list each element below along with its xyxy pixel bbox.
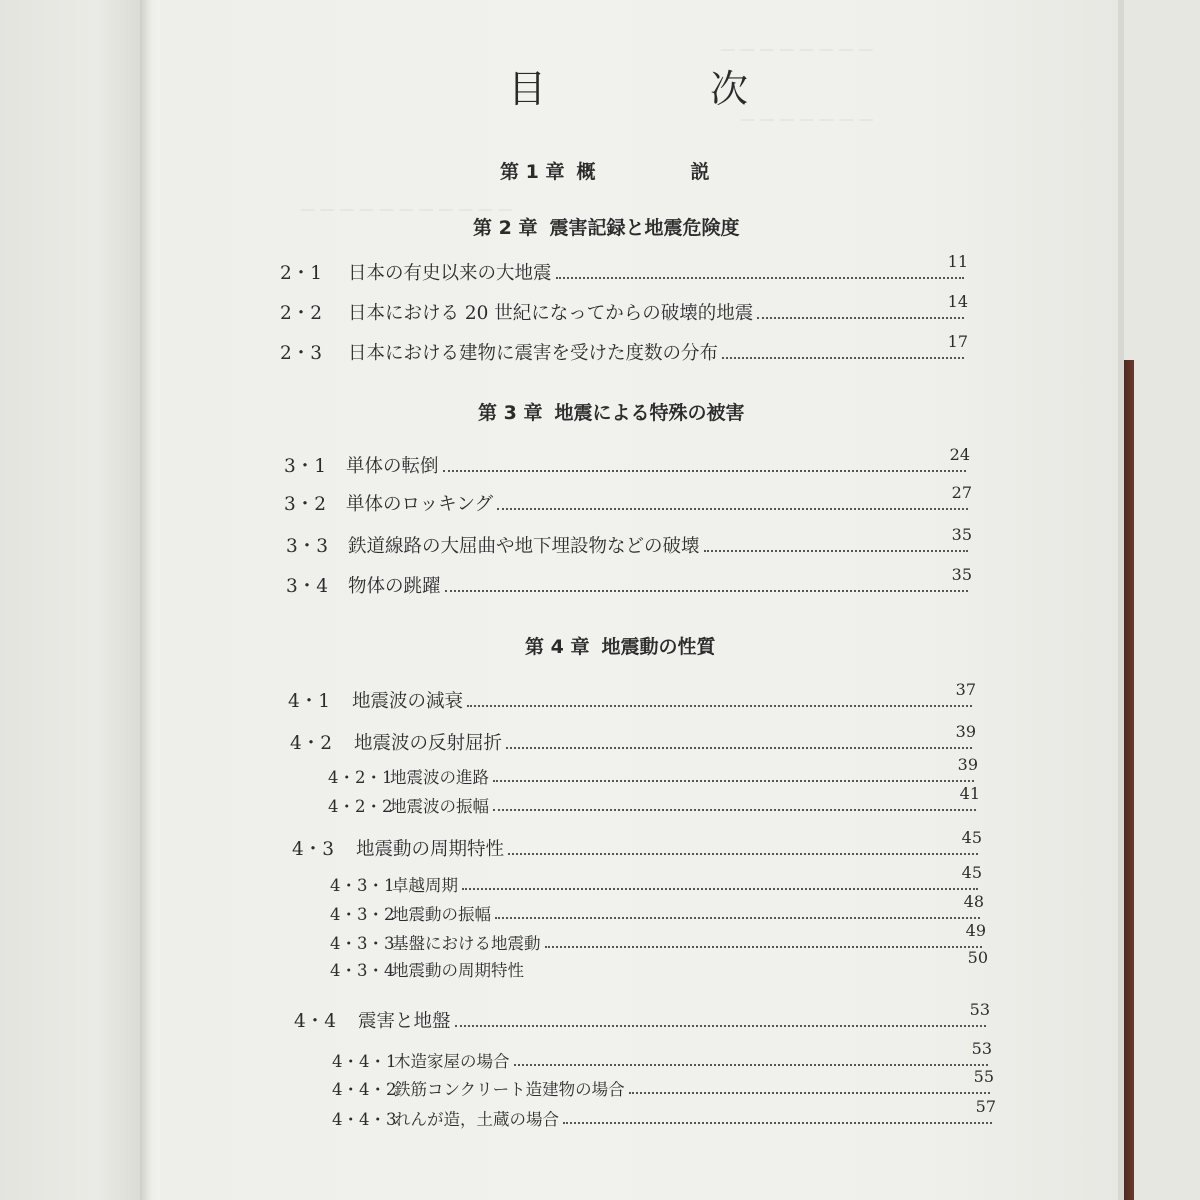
toc-entry[interactable] — [286, 565, 972, 598]
entry-page: 39 — [957, 755, 978, 774]
entry-title: 地震波の反射屈折 — [354, 733, 503, 754]
entry-number: 3・1 — [284, 456, 327, 477]
toc-subentry[interactable] — [330, 921, 986, 954]
chapter-heading-1: 第 1 章 概 説 — [500, 161, 710, 183]
book-spine — [140, 0, 162, 1200]
entry-number: 2・1 — [280, 263, 323, 284]
entry-title: 卓越周期 — [392, 876, 458, 895]
entry-number: 4・4・1 — [332, 1052, 397, 1071]
entry-title: 単体の転倒 — [346, 456, 439, 477]
toc-entry[interactable] — [294, 1000, 990, 1033]
entry-number: 4・3・4 — [330, 961, 395, 980]
entry-title: 地震波の振幅 — [390, 797, 489, 816]
show-through: — — — — — — — — — — — — [300, 200, 513, 218]
toc-entry[interactable] — [292, 828, 982, 861]
entry-number: 2・3 — [280, 343, 323, 364]
dot-leader — [495, 917, 980, 919]
entry-page: 37 — [955, 680, 976, 699]
toc-entry[interactable] — [286, 525, 972, 558]
entry-number: 4・2・2 — [328, 797, 393, 816]
dot-leader — [528, 973, 984, 975]
dot-leader — [514, 1064, 989, 1066]
entry-number: 4・2・1 — [328, 768, 393, 787]
entry-title: 地震動の振幅 — [392, 905, 491, 924]
entry-number: 4・3・3 — [330, 934, 395, 953]
dot-leader — [757, 317, 964, 319]
entry-number: 3・3 — [286, 536, 329, 557]
dot-leader — [493, 809, 976, 811]
entry-page: 55 — [973, 1067, 994, 1086]
entry-page: 50 — [967, 948, 988, 967]
toc-entry[interactable] — [288, 680, 976, 713]
toc-entry[interactable] — [280, 292, 968, 325]
entry-page: 17 — [947, 332, 968, 351]
entry-title: 地震波の減衰 — [352, 691, 464, 712]
dot-leader — [508, 853, 978, 855]
dot-leader — [497, 508, 968, 510]
entry-page: 53 — [971, 1039, 992, 1058]
toc-title-char: 次 — [709, 67, 748, 111]
toc-entry[interactable] — [284, 483, 972, 516]
entry-title: 地震動の周期特性 — [392, 961, 524, 980]
toc-subentry[interactable] — [332, 1097, 996, 1130]
entry-title: 日本における建物に震害を受けた度数の分布 — [348, 343, 719, 364]
entry-title: 単体のロッキング — [346, 494, 494, 515]
toc-subentry[interactable] — [328, 755, 978, 788]
entry-page: 45 — [961, 828, 982, 847]
entry-page: 39 — [955, 722, 976, 741]
dot-leader — [629, 1092, 990, 1094]
entry-title: れんが造，土蔵の場合 — [394, 1110, 559, 1129]
entry-number: 3・4 — [286, 576, 329, 597]
entry-number: 4・3 — [292, 839, 335, 860]
toc-subentry[interactable] — [332, 1067, 994, 1100]
dot-leader — [455, 1025, 986, 1027]
entry-page: 57 — [975, 1097, 996, 1116]
toc-subentry[interactable] — [330, 948, 988, 981]
entry-title: 震害と地盤 — [358, 1011, 451, 1032]
entry-page: 49 — [965, 921, 986, 940]
entry-title: 地震波の進路 — [390, 768, 489, 787]
dot-leader — [704, 550, 968, 552]
entry-number: 4・4・2 — [332, 1080, 397, 1099]
dot-leader — [722, 357, 964, 359]
entry-page: 35 — [951, 525, 972, 544]
entry-number: 4・3・1 — [330, 876, 395, 895]
entry-number: 2・2 — [280, 303, 323, 324]
entry-page: 48 — [963, 892, 984, 911]
dot-leader — [443, 470, 966, 472]
entry-number: 3・2 — [284, 494, 327, 515]
dot-leader — [545, 946, 983, 948]
dot-leader — [506, 747, 972, 749]
entry-title: 鉄筋コンクリート造建物の場合 — [394, 1080, 625, 1099]
toc-title-char: 目 — [508, 67, 547, 111]
book-cover-edge — [1118, 0, 1200, 1200]
entry-number: 4・1 — [288, 691, 331, 712]
entry-page: 14 — [947, 292, 968, 311]
entry-page: 53 — [969, 1000, 990, 1019]
left-page — [0, 0, 160, 1200]
entry-title: 日本における 20 世紀になってからの破壊的地震 — [348, 303, 754, 324]
entry-number: 4・4・3 — [332, 1110, 397, 1129]
toc-subentry[interactable] — [330, 892, 984, 925]
toc-subentry[interactable] — [330, 863, 982, 896]
entry-title: 地震動の周期特性 — [356, 839, 505, 860]
dot-leader — [445, 590, 968, 592]
entry-title: 日本の有史以来の大地震 — [348, 263, 552, 284]
dot-leader — [493, 780, 974, 782]
entry-title: 木造家屋の場合 — [394, 1052, 510, 1071]
entry-number: 4・4 — [294, 1011, 337, 1032]
entry-page: 41 — [959, 784, 980, 803]
entry-title: 基盤における地震動 — [392, 934, 541, 953]
dot-leader — [556, 277, 964, 279]
dot-leader — [462, 888, 978, 890]
toc-entry[interactable] — [284, 445, 970, 478]
chapter-heading-3: 第 3 章 地震による特殊の被害 — [478, 402, 745, 424]
entry-page: 45 — [961, 863, 982, 882]
toc-entry[interactable] — [280, 332, 968, 365]
chapter-heading-4: 第 4 章 地震動の性質 — [525, 636, 716, 658]
entry-number: 4・2 — [290, 733, 333, 754]
entry-page: 27 — [951, 483, 972, 502]
toc-subentry[interactable] — [332, 1039, 992, 1072]
toc-entry[interactable] — [280, 252, 968, 285]
entry-number: 4・3・2 — [330, 905, 395, 924]
chapter-heading-2: 第 2 章 震害記録と地震危険度 — [473, 217, 740, 239]
entry-page: 11 — [947, 252, 968, 271]
entry-page: 35 — [951, 565, 972, 584]
entry-page: 24 — [949, 445, 970, 464]
entry-title: 鉄道線路の大屈曲や地下埋設物などの破壊 — [348, 536, 700, 557]
toc-subentry[interactable] — [328, 784, 980, 817]
toc-entry[interactable] — [290, 722, 976, 755]
dot-leader — [467, 705, 972, 707]
toc-title — [508, 58, 748, 113]
show-through: — — — — — — — — [740, 110, 874, 128]
dot-leader — [563, 1122, 992, 1124]
show-through: — — — — — — — — — [720, 40, 874, 58]
entry-title: 物体の跳躍 — [348, 576, 441, 597]
